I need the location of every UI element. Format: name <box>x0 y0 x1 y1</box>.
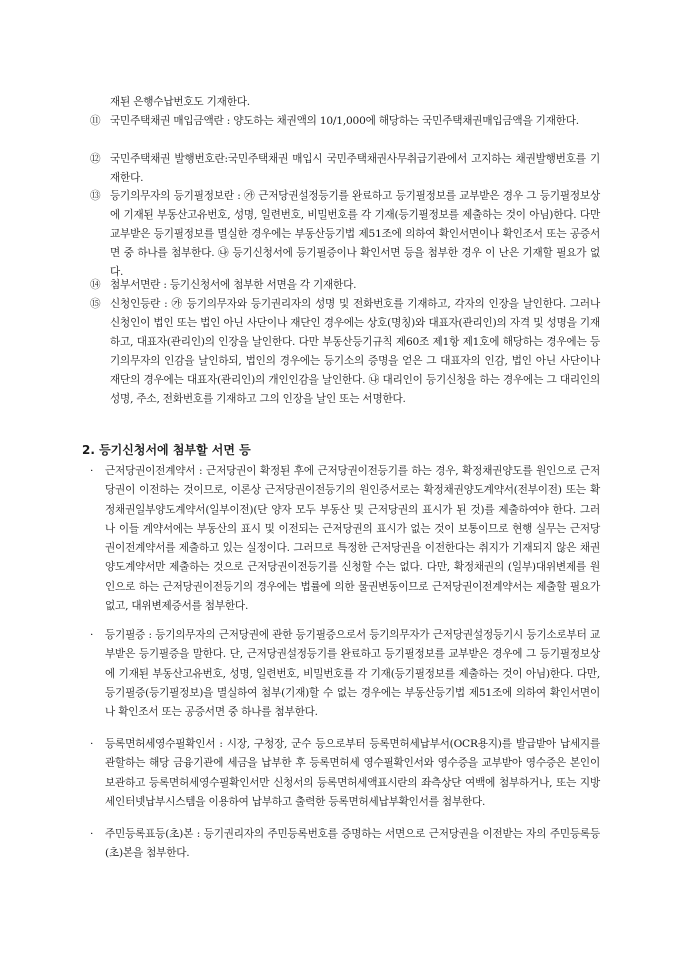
bullet-marker: · <box>90 738 94 750</box>
bullet-text: 주민등록표등(초)본 : 등기권리자의 주민등록번호를 증명하는 서면으로 근저당권을 이전받는 자의 주민등록등(초)본을 첨부한다. <box>105 828 600 860</box>
bullet-marker: · <box>90 828 94 840</box>
continuation-text: 재된 은행수납번호도 기재한다. <box>110 96 250 108</box>
numbered-item-11 <box>90 112 600 150</box>
item-text: 국민주택채권 발행번호란:국민주택채권 매입시 국민주택채권사무취급기관에서 고지하는 채권발행번호를 기재한다. <box>110 153 600 184</box>
bullet-marker: · <box>90 629 94 641</box>
item-text: 첨부서면란 : 등기신청서에 첨부한 서면을 각 기재한다. <box>110 279 357 291</box>
item-text: 신청인등란 : ㉮ 등기의무자와 등기권리자의 성명 및 전화번호를 기재하고, 각자의 인장을 날인한다. 그러나 신청인이 법인 또는 법인 아닌 사단이나 재단인 경우에는 상호(명칭)와 대표자(관리인)의 자격 및 성명을 기재하고, 대표자(관리인)의 인장을 날인한다. 다만 부동산등기규칙 제60조 제1항 제1호에 해당하는 경우에는 등기의무자의 인감을 날인하되, 법인의 경우에는 등기소의 증명을 얻은 그 대표자의 인감, 법인 아닌 사단이나 재단의 경우에는 대표자(관리인)의 개인인감을 날인한다. ㉯ 대리인이 등기신청을 하는 경우에는 그 대리인의 성명, 주소, 전화번호를 기재하고 그의 인장을 날인 또는 서명한다. <box>110 298 600 405</box>
bullet-item-registration-certificate <box>90 626 600 736</box>
numbered-item-12 <box>90 150 600 188</box>
numbered-item-14 <box>90 276 600 295</box>
numbered-item-15 <box>90 295 600 430</box>
bullet-item-resident-registration <box>90 825 600 865</box>
numbered-item-13 <box>90 187 600 277</box>
bullet-text: 등록면허세영수필확인서 : 시장, 구청장, 군수 등으로부터 등록면허세납부서(OCR용지)를 발급받아 납세지를 관할하는 해당 금융기관에 세금을 납부한 후 등록면허세 영수필확인서와 영수증을 교부받아 영수증은 본인이 보관하고 등록면허세영수필확인서만 신청서의 등록면허세액표시란의 좌측상단 여백에 첨부하거나, 또는 지방세인터넷납부시스템을 이용하여 납부하고 출력한 등록면허세납부확인서를 첨부한다. <box>105 738 600 808</box>
item-marker: ⑫ <box>90 153 101 165</box>
bullet-text: 등기필증 : 등기의무자의 근저당권에 관한 등기필증으로서 등기의무자가 근저당권설정등기시 등기소로부터 교부받은 등기필증을 말한다. 단, 근저당권설정등기를 완료하고 등기필정보를 교부받은 경우에 그 등기필정보상에 기재된 부동산고유번호, 성명, 일련번호, 비밀번호를 각 기재(등기필정보를 제출하는 것이 아님)한다. 다만, 등기필증(등기필정보)을 멸실하여 첨부(기재)할 수 없는 경우에는 부동산등기법 제51조에 의하여 확인서면이나 확인조서 또는 공증서면 중 하나를 첨부한다. <box>105 629 600 719</box>
section-heading: 2. 등기신청서에 첨부할 서면 등 <box>82 443 251 457</box>
bullet-item-mortgage-transfer-contract <box>90 462 600 637</box>
bullet-text: 근저당권이전계약서 : 근저당권이 확정된 후에 근저당권이전등기를 하는 경우, 확정채권양도를 원인으로 근저당권이 이전하는 것이므로, 이론상 근저당권이전등기의 원인증서로는 확정채권양도계약서(전부이전) 또는 확정채권일부양도계약서(일부이전)(단 양자 모두 부동산 및 근저당권의 표시가 된 것)를 제출하여야 한다. 그러나 이들 계약서에는 부동산의 표시 및 이전되는 근저당권의 표시가 없는 것이 보통이므로 현행 실무는 근저당권이전계약서를 제출하고 있는 실정이다. 그러므로 특정한 근저당권을 이전한다는 취지가 기재되지 않은 채권양도계약서만 제출하는 것으로 근저당권이전등기를 신청할 수는 없다. 다만, 확정채권의 (일부)대위변제를 원인으로 하는 근저당권이전등기의 경우에는 법률에 의한 물권변동이므로 근저당권이전계약서는 제출할 필요가 없고, 대위변제증서를 첨부한다. <box>105 465 600 613</box>
item-marker: ⑮ <box>90 298 101 310</box>
item-marker: ⑪ <box>90 115 101 127</box>
bullet-marker: · <box>90 465 94 477</box>
item-marker: ⑭ <box>90 279 101 291</box>
item-text: 등기의무자의 등기필정보란 : ㉮ 근저당권설정등기를 완료하고 등기필정보를 교부받은 경우 그 등기필정보상에 기재된 부동산고유번호, 성명, 일련번호, 비밀번호를 각 기재(등기필정보를 제출하는 것이 아님)한다. 다만 교부받은 등기필정보를 멸실한 경우에는 부동산등기법 제51조에 의하여 확인서면이나 확인조서 또는 공증서면 중 하나를 첨부한다. ㉯ 등기신청서에 등기필증이나 확인서면 등을 첨부한 경우 이 난은 기재할 필요가 없다. <box>110 190 600 278</box>
item-marker: ⑬ <box>90 190 101 202</box>
bullet-item-registration-tax-receipt <box>90 735 600 830</box>
item-text: 국민주택채권 매입금액란 : 양도하는 채권액의 10/1,000에 해당하는 국민주택채권매입금액을 기재한다. <box>110 115 579 127</box>
